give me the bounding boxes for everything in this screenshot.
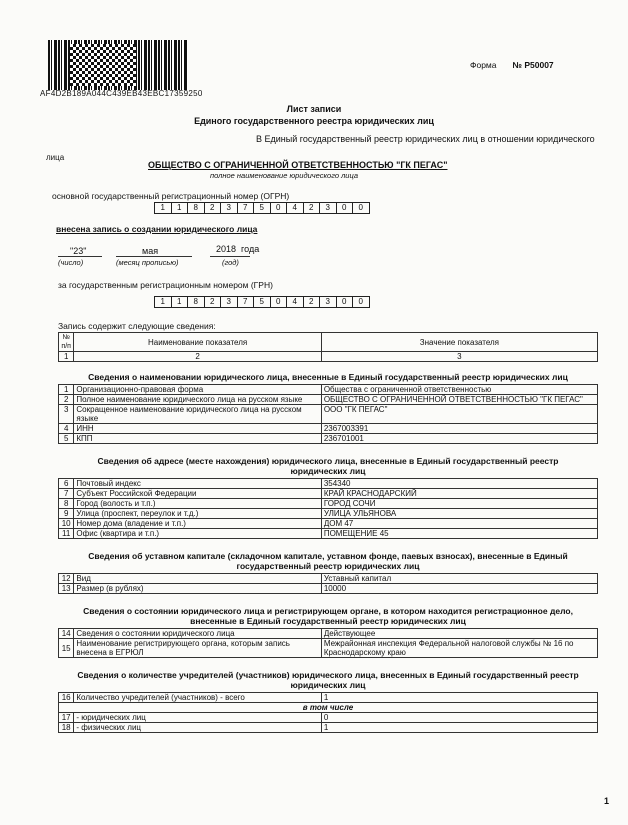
main-header-table: [58, 332, 598, 362]
table-row: [59, 574, 598, 584]
table-row: [59, 723, 598, 733]
barcode-code: AF4D2B189A044C439EB43EBC17359250: [40, 89, 203, 98]
row-label: ИНН: [74, 424, 321, 434]
row-num: 11: [59, 529, 74, 539]
entry-label: внесена запись о создании юридического лица: [56, 224, 258, 234]
ogrn-grid: [154, 202, 370, 214]
grn-digit: 4: [287, 297, 304, 307]
section-table-name: [58, 384, 598, 444]
grn-digit: 3: [221, 297, 238, 307]
row-value: 0: [321, 713, 597, 723]
section-title-name: Сведения о наименовании юридического лица, внесенные в Единый государственный реестр юридических лиц: [88, 372, 568, 382]
date-year: [216, 244, 259, 254]
row-value: 10000: [321, 584, 597, 594]
grn-digit: 1: [172, 297, 189, 307]
row-label: Наименование регистрирующего органа, которым запись внесена в ЕГРЮЛ: [74, 639, 321, 658]
table-row: [59, 713, 598, 723]
page-number: 1: [604, 796, 610, 806]
form-number: № Р50007: [512, 60, 554, 70]
table-row: [59, 629, 598, 639]
row-num: 3: [59, 405, 74, 424]
sections-container: [58, 372, 598, 733]
grn-digit: 8: [188, 297, 205, 307]
section-title-capital: Сведения об уставном капитале (складочном капитале, уставном фонде, паевых взносах), внесенные в Единый государственный реестр юридических лиц: [88, 551, 568, 571]
hdr-n3: 3: [321, 352, 597, 362]
row-value: 1: [321, 723, 597, 733]
hdr-num: № п/п: [59, 333, 74, 352]
row-value: Уставный капитал: [321, 574, 597, 584]
hdr-n1: 1: [59, 352, 74, 362]
ogrn-digit: 7: [238, 203, 255, 213]
company-caption: полное наименование юридического лица: [210, 171, 359, 180]
table-row: [59, 499, 598, 509]
form-label-text: Форма: [470, 60, 497, 70]
ogrn-digit: 0: [271, 203, 288, 213]
table-row: [59, 519, 598, 529]
row-value: 354340: [321, 479, 597, 489]
table-row: [59, 703, 598, 713]
row-num: 5: [59, 434, 74, 444]
row-num: 4: [59, 424, 74, 434]
row-label: - физических лиц: [74, 723, 321, 733]
lica-text: лица: [46, 153, 65, 162]
row-value: Общества с ограниченной ответственностью: [321, 385, 597, 395]
row-num: 16: [59, 693, 74, 703]
row-num: 9: [59, 509, 74, 519]
row-value: Действующее: [321, 629, 597, 639]
grn-label: за государственным регистрационным номером (ГРН): [58, 280, 273, 290]
grn-digit: 1: [155, 297, 172, 307]
row-label: Улица (проспект, переулок и т.д.): [74, 509, 321, 519]
grn-grid: [154, 296, 370, 308]
ogrn-digit: 5: [254, 203, 271, 213]
ogrn-digit: 8: [188, 203, 205, 213]
row-label: Полное наименование юридического лица на русском языке: [74, 395, 321, 405]
row-label: Сведения о состоянии юридического лица: [74, 629, 321, 639]
row-num: 15: [59, 639, 74, 658]
barcode: [48, 40, 188, 90]
date-cap-month: (месяц прописью): [116, 258, 179, 267]
date-year-value: 2018: [216, 244, 237, 254]
table-row: [59, 424, 598, 434]
ogrn-digit: 3: [221, 203, 238, 213]
ogrn-digit: 2: [205, 203, 222, 213]
row-num: 17: [59, 713, 74, 723]
grn-digit: 7: [238, 297, 255, 307]
hdr-name: Наименование показателя: [74, 333, 321, 352]
row-value: Межрайонная инспекция Федеральной налоговой службы № 16 по Краснодарскому краю: [321, 639, 597, 658]
date-day: "23": [70, 246, 87, 256]
row-value: ОБЩЕСТВО С ОГРАНИЧЕННОЙ ОТВЕТСТВЕННОСТЬЮ "ГК ПЕГАС": [321, 395, 597, 405]
row-label: Город (волость и т.п.): [74, 499, 321, 509]
row-num: 8: [59, 499, 74, 509]
table-row: [59, 529, 598, 539]
row-value: ГОРОД СОЧИ: [321, 499, 597, 509]
grn-digit: 3: [320, 297, 337, 307]
row-label: Сокращенное наименование юридического лица на русском языке: [74, 405, 321, 424]
row-num: 13: [59, 584, 74, 594]
table-row: [59, 639, 598, 658]
row-label: - юридических лиц: [74, 713, 321, 723]
title-line1: Лист записи: [286, 104, 342, 114]
ogrn-digit: 1: [172, 203, 189, 213]
row-value: ДОМ 47: [321, 519, 597, 529]
form-label: [470, 60, 554, 70]
row-value: УЛИЦА УЛЬЯНОВА: [321, 509, 597, 519]
table-row: [59, 395, 598, 405]
date-month: мая: [142, 246, 159, 256]
table-row: [59, 479, 598, 489]
row-num: 18: [59, 723, 74, 733]
row-label: Размер (в рублях): [74, 584, 321, 594]
ogrn-digit: 0: [337, 203, 354, 213]
row-num: 2: [59, 395, 74, 405]
row-label: Количество учредителей (участников) - всего: [74, 693, 321, 703]
date-cap-day: (число): [58, 258, 84, 267]
row-label: Почтовый индекс: [74, 479, 321, 489]
row-label: Офис (квартира и т.п.): [74, 529, 321, 539]
row-num: 6: [59, 479, 74, 489]
section-title-founders: Сведения о количестве учредителей (участников) юридического лица, внесенных в Единый государственный реестр юридических лиц: [77, 670, 579, 690]
row-label: Вид: [74, 574, 321, 584]
row-label: КПП: [74, 434, 321, 444]
hdr-n2: 2: [74, 352, 321, 362]
ogrn-digit: 4: [287, 203, 304, 213]
table-row: [59, 385, 598, 395]
ogrn-digit: 1: [155, 203, 172, 213]
hdr-value: Значение показателя: [321, 333, 597, 352]
row-label: Субъект Российской Федерации: [74, 489, 321, 499]
table-row: [59, 489, 598, 499]
contains-label: Запись содержит следующие сведения:: [58, 321, 216, 331]
table-row: [59, 434, 598, 444]
table-row: [59, 509, 598, 519]
grn-digit: 0: [337, 297, 354, 307]
ogrn-digit: 2: [304, 203, 321, 213]
row-label: Номер дома (владение и т.п.): [74, 519, 321, 529]
intro-text: В Единый государственный реестр юридических лиц в отношении юридического: [256, 134, 595, 144]
section-table-status: [58, 628, 598, 658]
row-value: ООО "ГК ПЕГАС": [321, 405, 597, 424]
section-table-capital: [58, 573, 598, 594]
date-year-suffix: года: [241, 244, 260, 254]
table-row: [59, 693, 598, 703]
table-row: [59, 584, 598, 594]
grn-digit: 0: [271, 297, 288, 307]
grn-digit: 5: [254, 297, 271, 307]
row-value: 1: [321, 693, 597, 703]
row-value: 236701001: [321, 434, 597, 444]
ogrn-label: основной государственный регистрационный номер (ОГРН): [52, 191, 290, 201]
grn-digit: 2: [205, 297, 222, 307]
founders-subhead: в том числе: [59, 703, 598, 713]
section-title-address: Сведения об адресе (месте нахождения) юридического лица, внесенные в Единый государственный реестр юридических лиц: [97, 456, 559, 476]
row-value: КРАЙ КРАСНОДАРСКИЙ: [321, 489, 597, 499]
row-num: 7: [59, 489, 74, 499]
table-row: [59, 405, 598, 424]
ogrn-digit: 3: [320, 203, 337, 213]
ogrn-digit: 0: [358, 203, 363, 212]
row-num: 14: [59, 629, 74, 639]
company-name: ОБЩЕСТВО С ОГРАНИЧЕННОЙ ОТВЕТСТВЕННОСТЬЮ "ГК ПЕГАС": [148, 160, 448, 170]
title-line2: Единого государственного реестра юридических лиц: [194, 116, 434, 126]
grn-digit: 0: [358, 297, 363, 306]
date-cap-year: (год): [222, 258, 239, 267]
row-num: 12: [59, 574, 74, 584]
grn-digit: 2: [304, 297, 321, 307]
row-value: 2367003391: [321, 424, 597, 434]
row-label: Организационно-правовая форма: [74, 385, 321, 395]
row-value: ПОМЕЩЕНИЕ 45: [321, 529, 597, 539]
row-num: 1: [59, 385, 74, 395]
section-table-founders: [58, 692, 598, 733]
section-title-status: Сведения о состоянии юридического лица и регистрирующем органе, в котором находится регистрационное дело, внесенные в Единый государственный реестр юридических лиц: [83, 606, 573, 626]
row-num: 10: [59, 519, 74, 529]
qr-code: [70, 44, 136, 86]
section-table-address: [58, 478, 598, 539]
